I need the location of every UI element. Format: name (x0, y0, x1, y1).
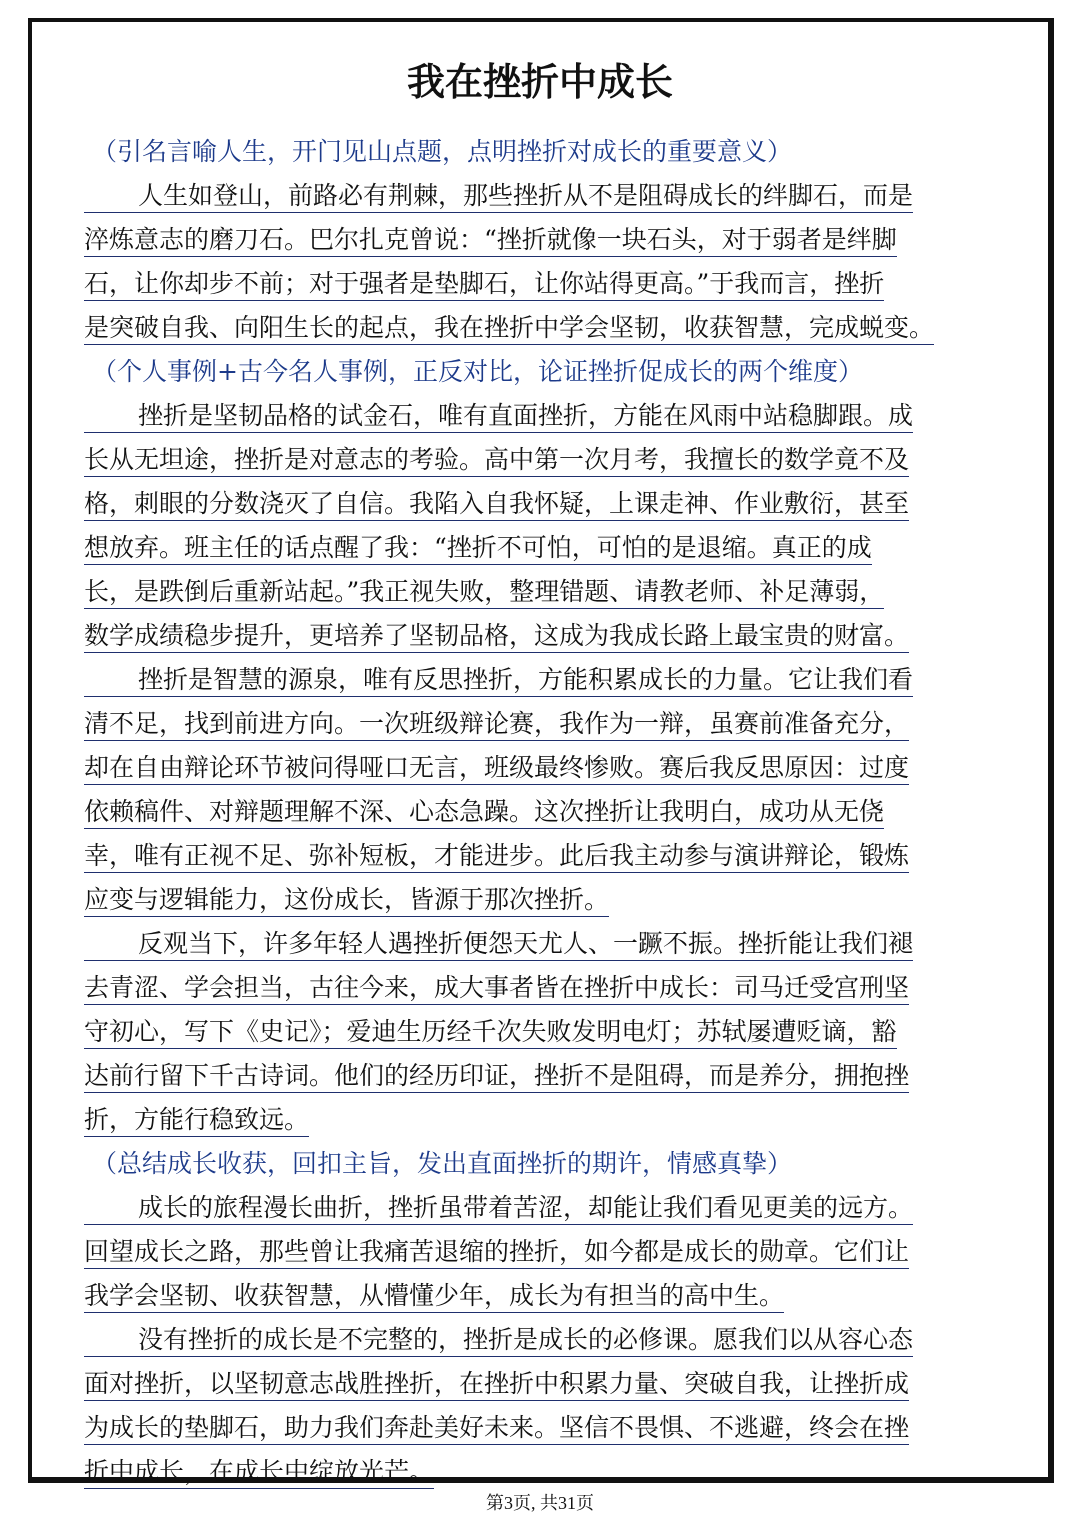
paragraph-line (84, 526, 1042, 570)
line-text: 成长的旅程漫长曲折，挫折虽带着苦涩，却能让我们看见更美的远方。 (84, 1193, 913, 1225)
line-text: 为成长的垫脚石，助力我们奔赴美好未来。坚信不畏惧、不逃避，终会在挫 (84, 1413, 909, 1445)
line-text: 清不足，找到前进方向。一次班级辩论赛，我作为一辩，虽赛前准备充分， (84, 709, 909, 741)
essay-title: 我在挫折中成长 (406, 60, 673, 104)
line-text: 面对挫折，以坚韧意志战胜挫折，在挫折中积累力量、突破自我，让挫折成 (84, 1369, 909, 1401)
line-text: 想放弃。班主任的话点醒了我：“挫折不可怕，可怕的是退缩。真正的成 (84, 533, 872, 565)
line-text: 数学成绩稳步提升，更培养了坚韧品格，这成为我成长路上最宝贵的财富。 (84, 621, 909, 653)
paragraph-line (84, 1098, 1042, 1142)
paragraph-line (84, 1362, 1042, 1406)
paragraph (84, 1318, 1042, 1494)
paragraph-line (84, 790, 1042, 834)
annotation-note: （个人事例+古今名人事例，正反对比，论证挫折促成长的两个维度） (92, 357, 863, 386)
paragraph (84, 922, 1042, 1142)
paragraph-line (84, 966, 1042, 1010)
paragraph-line (84, 482, 1042, 526)
line-text: 去青涩、学会担当，古往今来，成大事者皆在挫折中成长：司马迁受宫刑坚 (84, 973, 909, 1005)
line-text: 没有挫折的成长是不完整的，挫折是成长的必修课。愿我们以从容心态 (84, 1325, 913, 1357)
line-text: 反观当下，许多年轻人遇挫折便怨天尤人、一蹶不振。挫折能让我们褪 (84, 929, 913, 961)
paragraph (84, 1186, 1042, 1318)
line-text: 是突破自我、向阳生长的起点，我在挫折中学会坚韧，收获智慧，完成蜕变。 (84, 313, 934, 345)
paragraph (84, 174, 1042, 350)
essay-body (84, 130, 1042, 1494)
paragraph-line (84, 438, 1042, 482)
paragraph-line (84, 702, 1042, 746)
paragraph-line (84, 1318, 1042, 1362)
paragraph (84, 658, 1042, 922)
line-text: 我学会坚韧、收获智慧，从懵懂少年，成长为有担当的高中生。 (84, 1281, 784, 1313)
line-text: 长，是跌倒后重新站起。”我正视失败，整理错题、请教老师、补足薄弱， (84, 577, 884, 609)
paragraph-line (84, 174, 1042, 218)
page-frame (28, 18, 1054, 1486)
line-text: 长从无坦途，挫折是对意志的考验。高中第一次月考，我擅长的数学竟不及 (84, 445, 909, 477)
paragraph-line (84, 1054, 1042, 1098)
line-text: 折中成长，在成长中绽放光芒。 (84, 1457, 434, 1489)
line-text: 幸，唯有正视不足、弥补短板，才能进步。此后我主动参与演讲辩论，锻炼 (84, 841, 909, 873)
line-text: 依赖稿件、对辩题理解不深、心态急躁。这次挫折让我明白，成功从无侥 (84, 797, 884, 829)
paragraph-line (84, 746, 1042, 790)
paragraph-line (84, 1230, 1042, 1274)
line-text: 石，让你却步不前；对于强者是垫脚石，让你站得更高。”于我而言，挫折 (84, 269, 884, 301)
paragraph-line (84, 1406, 1042, 1450)
paragraph (84, 394, 1042, 658)
line-text: 挫折是智慧的源泉，唯有反思挫折，方能积累成长的力量。它让我们看 (84, 665, 913, 697)
line-text: 达前行留下千古诗词。他们的经历印证，挫折不是阻碍，而是养分，拥抱挫 (84, 1061, 909, 1093)
paragraph-line (84, 394, 1042, 438)
line-text: 却在自由辩论环节被问得哑口无言，班级最终惨败。赛后我反思原因：过度 (84, 753, 909, 785)
paragraph-line (84, 306, 1042, 350)
line-text: 挫折是坚韧品格的试金石，唯有直面挫折，方能在风雨中站稳脚跟。成 (84, 401, 913, 433)
line-text: 人生如登山，前路必有荆棘，那些挫折从不是阻碍成长的绊脚石，而是 (84, 181, 913, 213)
line-text: 格，刺眼的分数浇灭了自信。我陷入自我怀疑，上课走神、作业敷衍，甚至 (84, 489, 909, 521)
line-text: 守初心，写下《史记》；爱迪生历经千次失败发明电灯；苏轼屡遭贬谪，豁 (84, 1017, 897, 1049)
paragraph-line (84, 218, 1042, 262)
line-text: 应变与逻辑能力，这份成长，皆源于那次挫折。 (84, 885, 609, 917)
paragraph-line (84, 1010, 1042, 1054)
paragraph-line (84, 922, 1042, 966)
paragraph-line (84, 570, 1042, 614)
paragraph-line (84, 658, 1042, 702)
annotation-note: （总结成长收获，回扣主旨，发出直面挫折的期许，情感真挚） (92, 1149, 793, 1178)
paragraph-line (84, 878, 1042, 922)
line-text: 回望成长之路，那些曾让我痛苦退缩的挫折，如今都是成长的勋章。它们让 (84, 1237, 909, 1269)
paragraph-line (84, 1186, 1042, 1230)
page-number: 第3页, 共31页 (486, 1493, 594, 1513)
paragraph-line (84, 262, 1042, 306)
paragraph-line (84, 1450, 1042, 1494)
paragraph-line (84, 834, 1042, 878)
annotation-note: （引名言喻人生，开门见山点题，点明挫折对成长的重要意义） (92, 137, 793, 166)
paragraph-line (84, 1274, 1042, 1318)
line-text: 淬炼意志的磨刀石。巴尔扎克曾说：“挫折就像一块石头，对于弱者是绊脚 (84, 225, 897, 257)
paragraph-line (84, 614, 1042, 658)
line-text: 折，方能行稳致远。 (84, 1105, 309, 1137)
